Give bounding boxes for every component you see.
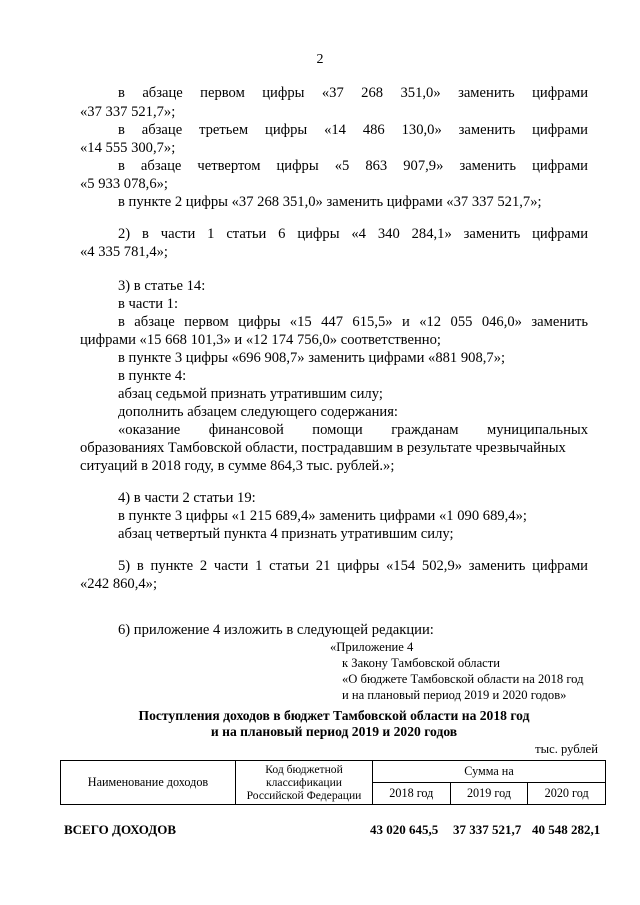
text-line: цифрами «15 668 101,3» и «12 174 756,0» соответственно; <box>80 332 441 348</box>
text-line: 2) в части 1 статьи 6 цифры «4 340 284,1» заменить цифрами <box>118 226 588 242</box>
text-line: абзац седьмой признать утратившим силу; <box>118 386 383 402</box>
text-line: образованиях Тамбовской области, пострадавшим в результате чрезвычайных <box>80 440 566 456</box>
units-label: тыс. рублей <box>535 742 598 756</box>
table-title: и на плановый период 2019 и 2020 годов <box>210 724 458 739</box>
col-header-2020: 2020 год <box>528 783 606 805</box>
col-header-sum: Сумма на <box>373 761 606 783</box>
total-2020: 40 548 282,1 <box>532 822 601 837</box>
text-line: в части 1: <box>118 296 179 312</box>
table-title: Поступления доходов в бюджет Тамбовской области на 2018 год <box>138 708 530 723</box>
text-line: «37 337 521,7»; <box>80 104 176 120</box>
totals-label: ВСЕГО ДОХОДОВ <box>64 822 176 837</box>
text-line: в абзаце первом цифры «37 268 351,0» заменить цифрами <box>118 85 588 101</box>
text-line: «4 335 781,4»; <box>80 244 168 260</box>
col-header-2018: 2018 год <box>373 783 451 805</box>
text-line: в пункте 3 цифры «1 215 689,4» заменить цифрами «1 090 689,4»; <box>118 508 527 524</box>
text-line: в абзаце первом цифры «15 447 615,5» и «12 055 046,0» заменить <box>118 314 588 330</box>
page-number: 2 <box>316 52 324 67</box>
text-line: «242 860,4»; <box>80 576 158 592</box>
text-line: 5) в пункте 2 части 1 статьи 21 цифры «154 502,9» заменить цифрами <box>118 558 588 574</box>
text-line: абзац четвертый пункта 4 признать утратившим силу; <box>118 526 454 542</box>
text-line: 4) в части 2 статьи 19: <box>118 490 256 506</box>
income-table <box>60 760 606 805</box>
text-line: ситуаций в 2018 году, в сумме 864,3 тыс. рублей.»; <box>80 458 395 474</box>
total-2019: 37 337 521,7 <box>453 822 522 837</box>
appendix-heading: к Закону Тамбовской области <box>342 656 500 670</box>
appendix-heading: «Приложение 4 <box>330 640 414 654</box>
appendix-heading: «О бюджете Тамбовской области на 2018 год <box>342 672 584 686</box>
total-2018: 43 020 645,5 <box>370 822 439 837</box>
text-line: «14 555 300,7»; <box>80 140 176 156</box>
text-line: «5 933 078,6»; <box>80 176 168 192</box>
text-line: «оказание финансовой помощи гражданам муниципальных <box>118 422 588 438</box>
text-line: в пункте 2 цифры «37 268 351,0» заменить цифрами «37 337 521,7»; <box>118 194 542 210</box>
appendix-heading: и на плановый период 2019 и 2020 годов» <box>342 688 567 702</box>
col-header-2019: 2019 год <box>450 783 528 805</box>
text-line: в абзаце третьем цифры «14 486 130,0» заменить цифрами <box>118 122 588 138</box>
col-header-name: Наименование доходов <box>61 761 236 805</box>
text-line: дополнить абзацем следующего содержания: <box>118 404 398 420</box>
col-header-code: Код бюджетной классификации Российской Федерации <box>236 761 373 805</box>
text-line: в абзаце четвертом цифры «5 863 907,9» заменить цифрами <box>118 158 588 174</box>
text-line: в пункте 4: <box>118 368 187 384</box>
text-line: в пункте 3 цифры «696 908,7» заменить цифрами «881 908,7»; <box>118 350 506 366</box>
text-line: 6) приложение 4 изложить в следующей редакции: <box>118 622 434 638</box>
text-line: 3) в статье 14: <box>118 278 206 294</box>
